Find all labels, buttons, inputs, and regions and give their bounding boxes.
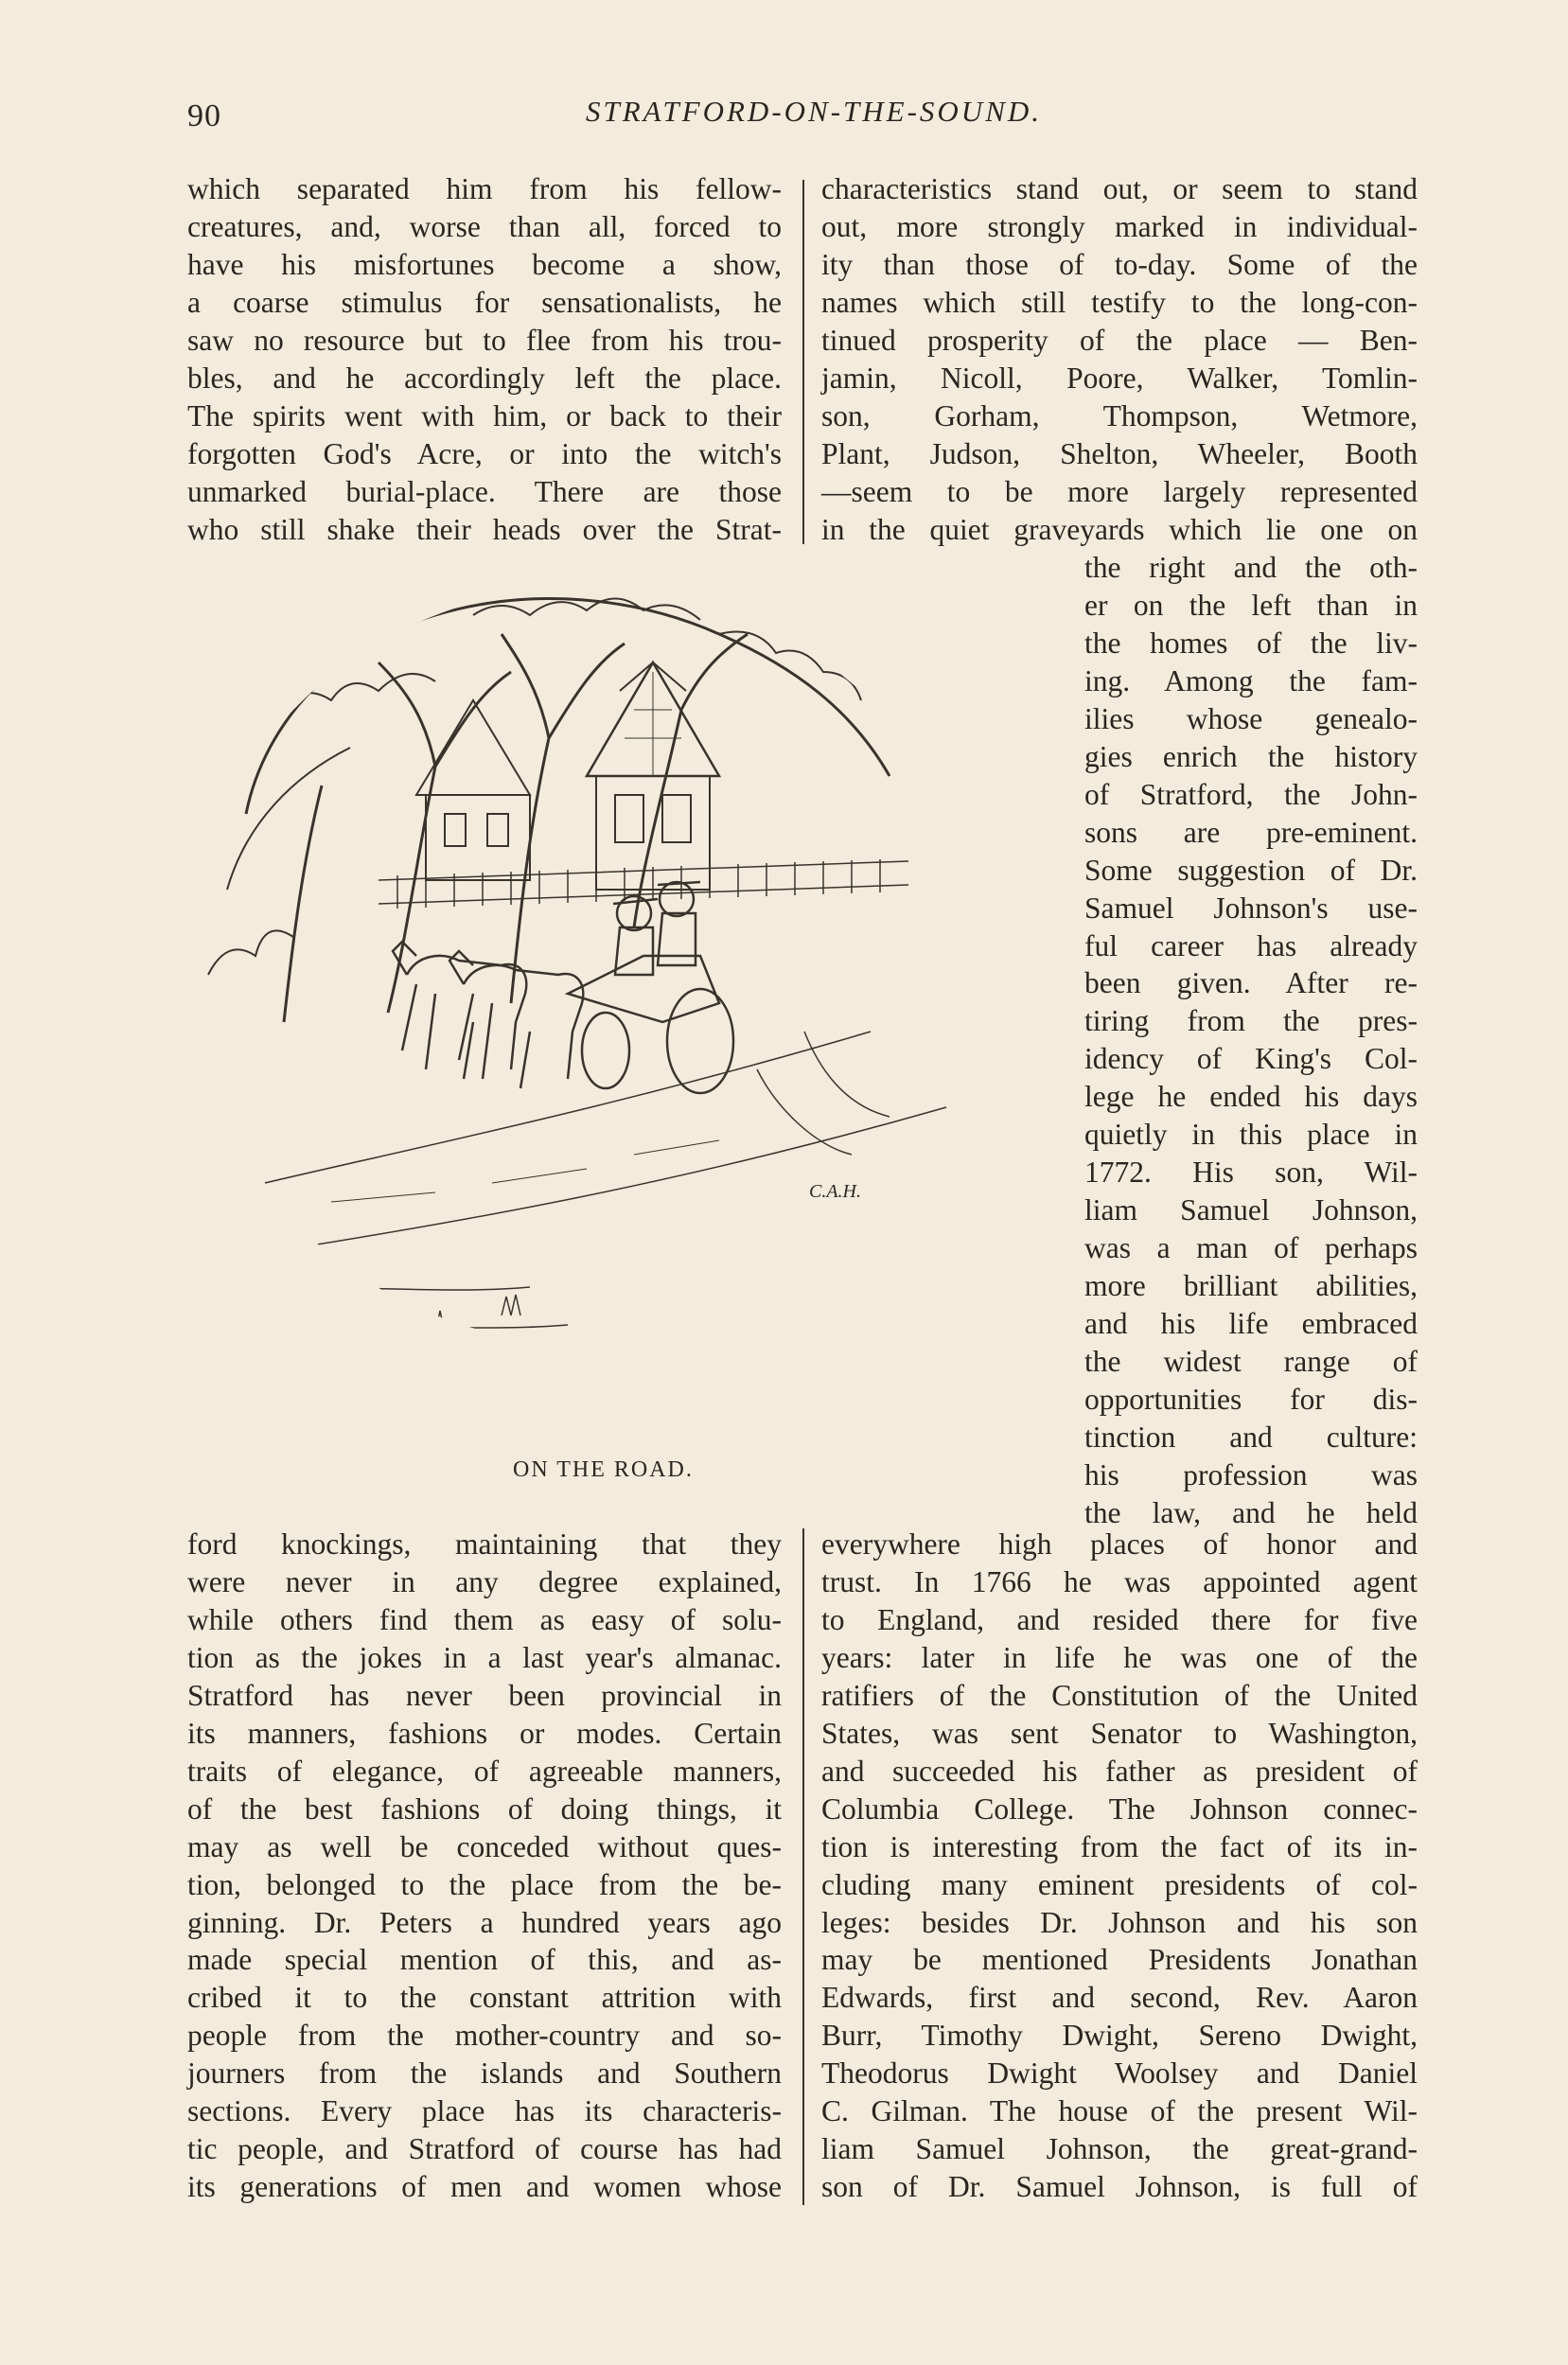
text-line: Some suggestion of Dr. — [1084, 853, 1418, 887]
text-line: bles, and he accordingly left the place. — [187, 361, 782, 395]
text-line: Theodorus Dwight Woolsey and Daniel — [821, 2056, 1418, 2091]
tree-trunks — [284, 634, 748, 1022]
text-line: Samuel Johnson's use- — [1084, 891, 1418, 925]
text-line: tinued prosperity of the place — Ben- — [821, 323, 1418, 357]
text-line: a coarse stimulus for sensationalists, he — [187, 285, 782, 319]
running-head: STRATFORD-ON-THE-SOUND. — [585, 95, 1043, 128]
text-line: who still shake their heads over the Strat- — [187, 512, 782, 546]
artist-signature: C.A.H. — [809, 1181, 861, 1202]
text-line: tinction and culture: — [1084, 1420, 1418, 1454]
text-line: —seem to be more largely represented — [821, 474, 1418, 508]
text-line: journers from the islands and Southern — [187, 2056, 782, 2091]
text-line: States, was sent Senator to Washington, — [821, 1716, 1418, 1750]
text-line: years: later in life he was one of the — [821, 1640, 1418, 1674]
text-line: ity than those of to-day. Some of the — [821, 247, 1418, 281]
text-line: opportunities for dis- — [1084, 1382, 1418, 1416]
text-line: sections. Every place has its characteris- — [187, 2094, 782, 2128]
text-line: traits of elegance, of agreeable manners, — [187, 1754, 782, 1788]
text-line: ing. Among the fam- — [1084, 663, 1418, 697]
text-line: been given. After re- — [1084, 966, 1418, 1000]
text-line: saw no resource but to flee from his trou- — [187, 323, 782, 357]
text-line: C. Gilman. The house of the present Wil- — [821, 2094, 1418, 2128]
text-line: tion is interesting from the fact of its in- — [821, 1829, 1418, 1863]
text-line: may be mentioned Presidents Jonathan — [821, 1943, 1418, 1977]
text-line: jamin, Nicoll, Poore, Walker, Tomlin- — [821, 361, 1418, 395]
text-line: of the best fashions of doing things, it — [187, 1791, 782, 1826]
text-line: lege he ended his days — [1084, 1080, 1418, 1114]
text-line: in the quiet graveyards which lie one on — [821, 512, 1418, 546]
text-line: tiring from the pres- — [1084, 1004, 1418, 1038]
text-line: tic people, and Stratford of course has had — [187, 2132, 782, 2166]
text-line: people from the mother-country and so- — [187, 2019, 782, 2053]
column-rule-top — [802, 180, 804, 544]
text-line: tion as the jokes in a last year's almanac. — [187, 1640, 782, 1674]
text-line: to England, and resided there for five — [821, 1602, 1418, 1636]
text-line: son, Gorham, Thompson, Wetmore, — [821, 398, 1418, 432]
text-line: cribed it to the constant attrition with — [187, 1981, 782, 2015]
text-line: and his life embraced — [1084, 1307, 1418, 1340]
text-line: trust. In 1766 he was appointed agent — [821, 1564, 1418, 1598]
text-line: Stratford has never been provincial in — [187, 1678, 782, 1712]
text-line: the homes of the liv- — [1084, 626, 1418, 660]
text-line: liam Samuel Johnson, the great-grand- — [821, 2132, 1418, 2166]
houses — [416, 662, 719, 890]
text-line: son of Dr. Samuel Johnson, is full of — [821, 2170, 1418, 2204]
text-line: everywhere high places of honor and — [821, 1527, 1418, 1561]
tree-canopy — [208, 599, 890, 976]
text-line: Columbia College. The Johnson connec- — [821, 1791, 1418, 1826]
text-line: cluding many eminent presidents of col- — [821, 1867, 1418, 1901]
text-line: of Stratford, the John- — [1084, 777, 1418, 811]
text-line: ful career has already — [1084, 928, 1418, 962]
text-line: his profession was — [1084, 1457, 1418, 1491]
text-line: ilies whose genealo- — [1084, 701, 1418, 735]
text-line: and succeeded his father as president of — [821, 1754, 1418, 1788]
text-line: characteristics stand out, or seem to stand — [821, 172, 1418, 205]
text-line: ford knockings, maintaining that they — [187, 1527, 782, 1561]
text-line: er on the left than in — [1084, 588, 1418, 622]
text-line: was a man of perhaps — [1084, 1231, 1418, 1265]
figure-caption: ON THE ROAD. — [513, 1457, 694, 1482]
text-line: gies enrich the history — [1084, 739, 1418, 773]
text-line: creatures, and, worse than all, forced to — [187, 209, 782, 243]
text-line: Plant, Judson, Shelton, Wheeler, Booth — [821, 436, 1418, 470]
text-line: ratifiers of the Constitution of the United — [821, 1678, 1418, 1712]
text-line: Edwards, first and second, Rev. Aaron — [821, 1981, 1418, 2015]
text-line: made special mention of this, and as- — [187, 1943, 782, 1977]
text-line: the right and the oth- — [1084, 551, 1418, 584]
text-line: Burr, Timothy Dwight, Sereno Dwight, — [821, 2019, 1418, 2053]
text-line: which separated him from his fellow- — [187, 172, 782, 205]
text-line: leges: besides Dr. Johnson and his son — [821, 1905, 1418, 1939]
text-line: names which still testify to the long-con- — [821, 285, 1418, 319]
text-line: out, more strongly marked in individual- — [821, 209, 1418, 243]
foreground-grass — [208, 1032, 890, 1372]
text-line: tion, belonged to the place from the be- — [187, 1867, 782, 1901]
text-line: unmarked burial-place. There are those — [187, 474, 782, 508]
text-line: while others find them as easy of solu- — [187, 1602, 782, 1636]
text-line: its generations of men and women whose — [187, 2170, 782, 2204]
text-line: 1772. His son, Wil- — [1084, 1156, 1418, 1190]
text-line: the law, and he held — [1084, 1495, 1418, 1529]
horse-and-carriage — [393, 882, 733, 1093]
text-line: its manners, fashions or modes. Certain — [187, 1716, 782, 1750]
text-line: may as well be conceded without ques- — [187, 1829, 782, 1863]
text-line: were never in any degree explained, — [187, 1564, 782, 1598]
page-number: 90 — [187, 98, 221, 133]
text-line: have his misfortunes become a show, — [187, 247, 782, 281]
text-line: liam Samuel Johnson, — [1084, 1193, 1418, 1227]
road-illustration — [189, 577, 1041, 1448]
text-line: the widest range of — [1084, 1344, 1418, 1378]
text-line: ginning. Dr. Peters a hundred years ago — [187, 1905, 782, 1939]
text-line: sons are pre-eminent. — [1084, 815, 1418, 849]
text-line: idency of King's Col- — [1084, 1042, 1418, 1076]
text-line: forgotten God's Acre, or into the witch's — [187, 436, 782, 470]
road — [227, 1032, 946, 1259]
text-line: more brilliant abilities, — [1084, 1269, 1418, 1303]
column-rule-bottom — [802, 1528, 804, 2205]
text-line: The spirits went with him, or back to their — [187, 398, 782, 432]
text-line: quietly in this place in — [1084, 1118, 1418, 1152]
